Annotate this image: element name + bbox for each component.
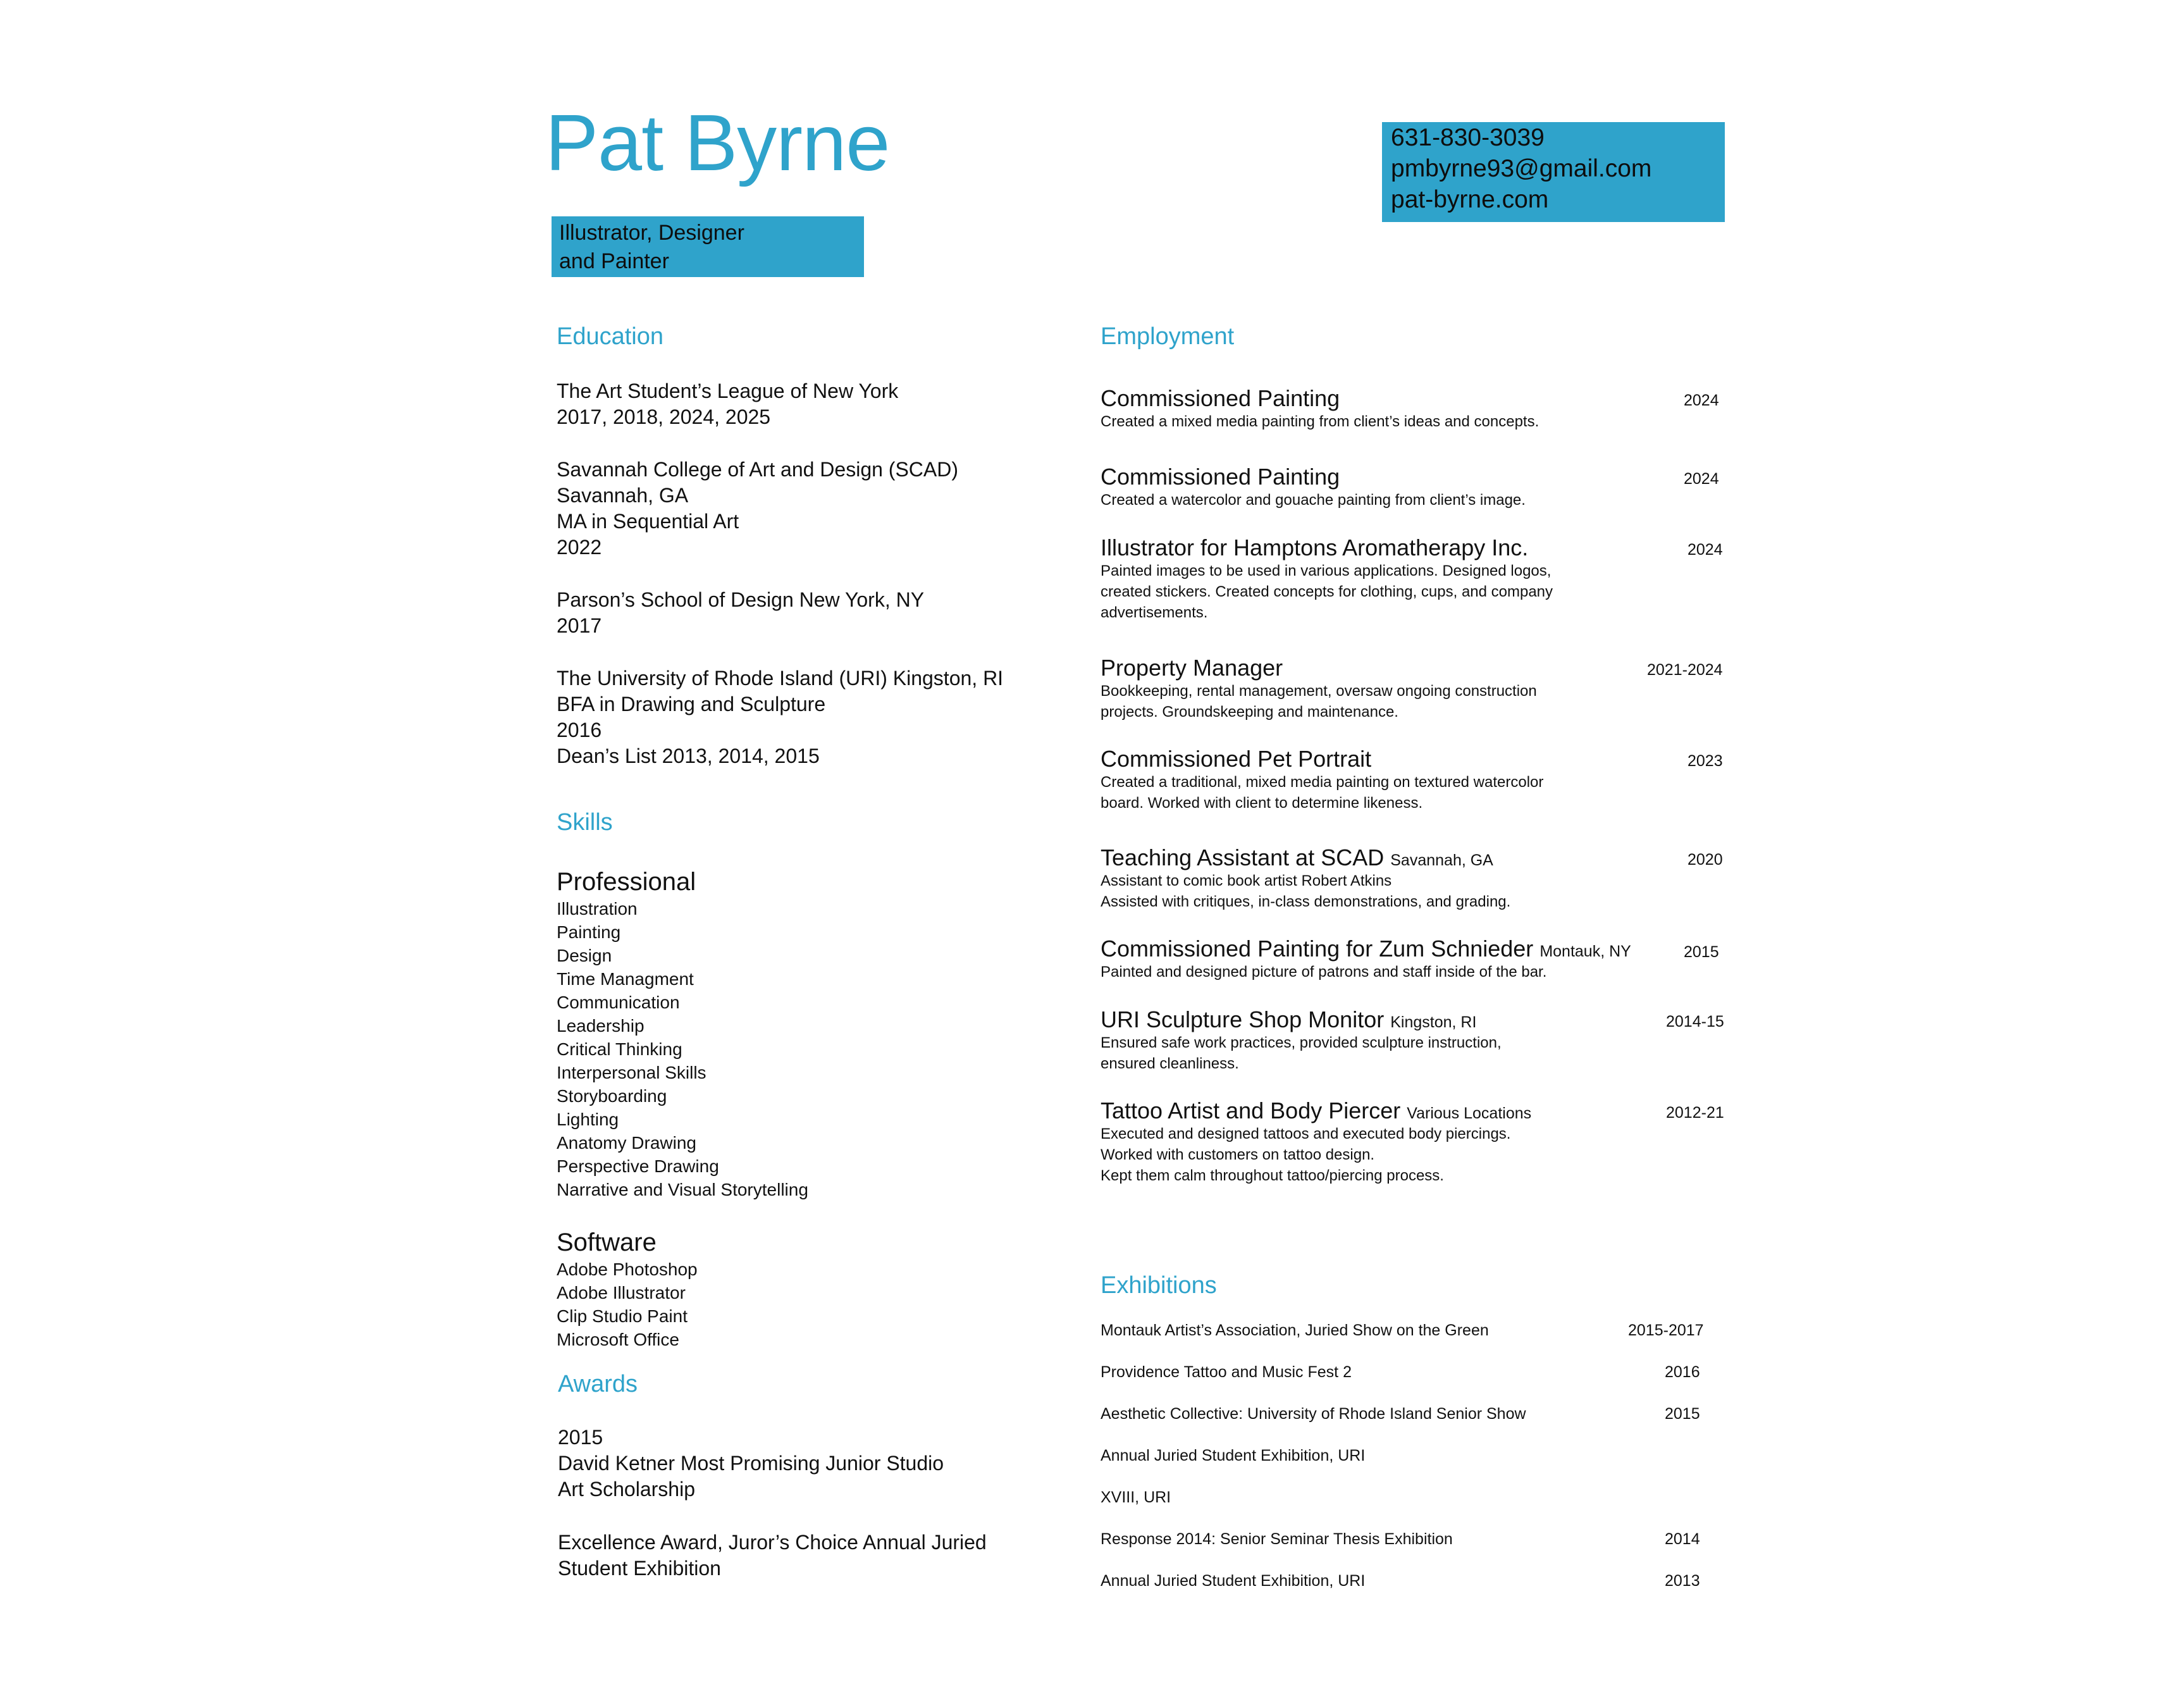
job-title-text: Commissioned Painting: [1101, 385, 1340, 411]
job-description-line: Kept them calm throughout tattoo/piercing process.: [1101, 1167, 1444, 1184]
education-line: 2017, 2018, 2024, 2025: [557, 405, 771, 428]
job-date: 2021-2024: [1647, 661, 1723, 679]
phone-number: 631-830-3039: [1391, 124, 1545, 151]
education-line: Savannah, GA: [557, 484, 689, 507]
exhibition-name: Annual Juried Student Exhibition, URI: [1101, 1447, 1366, 1464]
job-title: [1101, 463, 1340, 490]
job-title: [1101, 844, 1493, 871]
education-line: MA in Sequential Art: [557, 510, 739, 533]
exhibition-name: Montauk Artist’s Association, Juried Show on the Green: [1101, 1321, 1489, 1339]
skill-item: Communication: [557, 993, 680, 1012]
skill-item: Perspective Drawing: [557, 1156, 719, 1176]
software-skills-heading: Software: [557, 1228, 657, 1256]
award-line: 2015: [558, 1426, 603, 1449]
job-description: [1101, 962, 1546, 982]
resume-name: Pat Byrne: [545, 98, 890, 187]
job-description-line: advertisements.: [1101, 604, 1208, 621]
job-location: Savannah, GA: [1390, 851, 1493, 869]
exhibition-date: 2014: [1665, 1530, 1700, 1548]
job-date: 2015: [1684, 943, 1719, 961]
website: pat-byrne.com: [1391, 186, 1549, 213]
software-item: Microsoft Office: [557, 1330, 679, 1349]
award-line: Student Exhibition: [558, 1557, 721, 1580]
job-title-text: Property Manager: [1101, 655, 1283, 681]
exhibitions-heading: Exhibitions: [1101, 1272, 1217, 1299]
job-description-line: Created a mixed media painting from client’s ideas and concepts.: [1101, 413, 1539, 430]
job-description-line: created stickers. Created concepts for clothing, cups, and company: [1101, 583, 1553, 600]
software-item: Adobe Illustrator: [557, 1283, 686, 1303]
education-line: The University of Rhode Island (URI) Kingston, RI: [557, 667, 1004, 690]
skill-item: Leadership: [557, 1016, 645, 1036]
job-description-line: projects. Groundskeeping and maintenance.: [1101, 703, 1398, 721]
education-line: Parson’s School of Design New York, NY: [557, 588, 925, 611]
exhibition-date: 2015: [1665, 1405, 1700, 1423]
job-location: Montauk, NY: [1539, 943, 1631, 960]
job-description: [1101, 490, 1526, 511]
skills-heading: Skills: [557, 809, 613, 836]
exhibition-date: 2013: [1665, 1572, 1700, 1590]
job-description-line: Bookkeeping, rental management, oversaw ongoing construction: [1101, 683, 1537, 700]
job-date: 2024: [1684, 392, 1719, 409]
job-description-line: Worked with customers on tattoo design.: [1101, 1146, 1375, 1163]
award-line: Art Scholarship: [558, 1478, 695, 1501]
job-title-text: Commissioned Painting for Zum Schnieder: [1101, 936, 1534, 962]
education-heading: Education: [557, 323, 664, 350]
skill-item: Lighting: [557, 1110, 619, 1129]
job-description-line: Executed and designed tattoos and executed body piercings.: [1101, 1125, 1511, 1142]
awards-heading: Awards: [558, 1371, 638, 1397]
job-description-line: Created a traditional, mixed media painting on textured watercolor: [1101, 774, 1544, 791]
professional-skills-heading: Professional: [557, 868, 696, 896]
job-date: 2014-15: [1666, 1013, 1724, 1030]
skill-item: Design: [557, 946, 612, 965]
job-description-line: Assisted with critiques, in-class demonstrations, and grading.: [1101, 893, 1511, 910]
job-description: [1101, 772, 1543, 814]
skill-item: Narrative and Visual Storytelling: [557, 1180, 808, 1199]
exhibition-date: 2016: [1665, 1363, 1700, 1381]
exhibition-date: 2015-2017: [1628, 1321, 1704, 1339]
employment-heading: Employment: [1101, 323, 1235, 350]
job-date: 2012-21: [1666, 1104, 1724, 1122]
job-title: [1101, 534, 1528, 561]
education-line: 2022: [557, 536, 602, 559]
job-location: Various Locations: [1407, 1105, 1532, 1122]
education-line: The Art Student’s League of New York: [557, 380, 899, 402]
job-description: [1101, 870, 1510, 912]
software-item: Clip Studio Paint: [557, 1306, 688, 1326]
professional-skills-list: [557, 897, 808, 1201]
skill-item: Time Managment: [557, 969, 694, 989]
job-title: [1101, 935, 1631, 962]
job-title: [1101, 385, 1340, 412]
job-title: [1101, 1006, 1476, 1033]
exhibition-name: Annual Juried Student Exhibition, URI: [1101, 1572, 1366, 1590]
job-date: 2024: [1684, 470, 1719, 488]
education-entry: [557, 457, 958, 560]
skill-item: Painting: [557, 922, 621, 942]
skill-item: Critical Thinking: [557, 1039, 682, 1059]
award-entry: [558, 1425, 944, 1502]
job-description: [1101, 1032, 1502, 1074]
job-title-text: Teaching Assistant at SCAD: [1101, 845, 1385, 870]
award-entry: [558, 1530, 987, 1581]
skill-item: Interpersonal Skills: [557, 1063, 706, 1082]
contact-box: [1382, 122, 1725, 222]
job-description: [1101, 560, 1553, 623]
skill-item: Anatomy Drawing: [557, 1133, 696, 1153]
education-entry: [557, 587, 924, 639]
skill-item: Illustration: [557, 899, 638, 919]
job-date: 2023: [1687, 752, 1723, 770]
job-date: 2020: [1687, 851, 1723, 869]
job-description-line: Painted images to be used in various applications. Designed logos,: [1101, 562, 1552, 579]
job-description-line: Created a watercolor and gouache painting from client’s image.: [1101, 492, 1526, 509]
job-description: [1101, 681, 1537, 722]
job-title: [1101, 1097, 1531, 1124]
education-line: Dean’s List 2013, 2014, 2015: [557, 745, 820, 767]
job-description-line: board. Worked with client to determine likeness.: [1101, 795, 1423, 812]
job-description-line: Painted and designed picture of patrons and staff inside of the bar.: [1101, 963, 1547, 981]
job-location: Kingston, RI: [1390, 1013, 1477, 1031]
job-title-text: Commissioned Pet Portrait: [1101, 746, 1372, 772]
exhibition-name: Providence Tattoo and Music Fest 2: [1101, 1363, 1352, 1381]
job-title-text: Illustrator for Hamptons Aromatherapy Inc.: [1101, 535, 1529, 560]
title-line: and Painter: [559, 249, 669, 273]
job-description-line: Assistant to comic book artist Robert Atkins: [1101, 872, 1392, 889]
job-description: [1101, 1123, 1510, 1186]
education-entry: [557, 665, 1003, 769]
award-line: David Ketner Most Promising Junior Studio: [558, 1452, 944, 1475]
job-title-text: URI Sculpture Shop Monitor: [1101, 1006, 1385, 1032]
software-skills-list: [557, 1258, 698, 1351]
software-item: Adobe Photoshop: [557, 1259, 698, 1279]
exhibition-name: Response 2014: Senior Seminar Thesis Exhibition: [1101, 1530, 1453, 1548]
job-description-line: Ensured safe work practices, provided sculpture instruction,: [1101, 1034, 1502, 1051]
exhibition-name: Aesthetic Collective: University of Rhode Island Senior Show: [1101, 1405, 1526, 1423]
title-line: Illustrator, Designer: [559, 221, 744, 245]
job-title: [1101, 654, 1283, 681]
exhibition-name: XVIII, URI: [1101, 1488, 1171, 1506]
education-line: 2017: [557, 614, 602, 637]
email-address: pmbyrne93@gmail.com: [1391, 155, 1652, 182]
job-date: 2024: [1687, 541, 1723, 559]
job-title: [1101, 745, 1371, 772]
skill-item: Storyboarding: [557, 1086, 667, 1106]
education-entry: [557, 378, 898, 430]
job-title-text: Commissioned Painting: [1101, 464, 1340, 490]
education-line: BFA in Drawing and Sculpture: [557, 693, 826, 715]
award-line: Excellence Award, Juror’s Choice Annual Juried: [558, 1531, 987, 1554]
job-title-text: Tattoo Artist and Body Piercer: [1101, 1098, 1401, 1123]
professional-title-box: [552, 216, 864, 277]
education-line: 2016: [557, 719, 602, 741]
education-line: Savannah College of Art and Design (SCAD): [557, 458, 959, 481]
job-description: [1101, 411, 1539, 432]
job-description-line: ensured cleanliness.: [1101, 1055, 1239, 1072]
